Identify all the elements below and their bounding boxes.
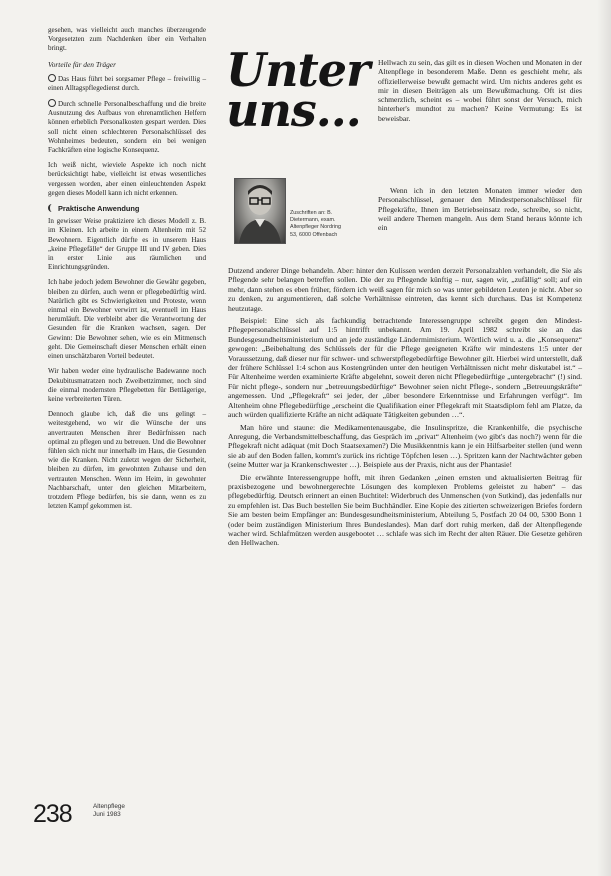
praxis-paragraph-1: In gewisser Weise praktiziere ich dieses Modell z. B. im Kleinen. Ich arbeite in einem Altenheim mit 52 Bewohnern. Eigentlich dürfte es in unserem Haus „keine Pflegefälle“ der Gruppe III und IV geben. Dies in erster Linie aus räumlichen und Einrichtungsgründen.: [48, 217, 206, 272]
footer-issue: Juni 1983: [93, 811, 121, 819]
section-mark-icon: [48, 204, 56, 212]
wide-paragraph-4: Die erwähnte Interessengruppe hofft, mit ihren Gedanken „einen ernsten und aktualisierten Beitrag für praxisbezogene und bewohnergerechte Lösungen des komplexen Problems geleistet zu haben“ – das pflegebedürftig. Deutsch erinnert an einen Buchtitel: Widerbruch des Unmenschen (von Sutkind), das jedenfalls nur zu empfehlen ist. Das Buch bestellen Sie beim Buchhändler. Eine Kopie des zitierten schweizerigen Briefes fordern Sie am besten beim Empfänger an: Bundesgesundheitsministerium, Abteilung 5, Postfach 20 04 00, 5300 Bonn 1 (oder beim zuständigen Ministerium Ihres Bundeslandes). Man darf dort ruhig merken, daß der Altenpflegende wacher wird. Schlafmützen werden ausgebootet … schlafe was sich im Recht der alten Räuer. Die Gesetze gehören den Hellwachen.: [228, 472, 582, 548]
portrait-icon: [235, 179, 285, 243]
bullet-icon: [48, 99, 56, 107]
praxis-paragraph-3: Wir haben weder eine hydraulische Badewanne noch Dekubitusmatratzen noch Zweibettzimmer, noch sind die einmal modernsten Pflegebetten für Bettlägerige, keine verbreiterten Türen.: [48, 367, 206, 403]
wide-paragraph-3: Man höre und staune: die Medikamentenausgabe, die Insulinspritze, die Krankenhilfe, die psychische Anregung, die Verbandsmittelbeschaffung, das Gespräch im „privat“ Altenheim (wo gibt's das noch?) wenn für die Pflegekraft nicht adäquat (mit Doch Staatsexamen?) Die Musikkenntnis kann je ein Hilfsarbeiter stellen (und wenn sie ab auf den Boden fallen, kommt's zurück ins richtige Töpfchen lesen …). Spritzen kann der Nachtwächter geben (seine Mutter war ja Krankenschwester …). Beispiele aus der Praxis, nicht aus der Phantasie!: [228, 422, 582, 470]
photo-caption: Zuschriften an: B. Dietermann, exam. Altenpfleger Nordring 53, 6000 Offenbach: [290, 210, 341, 238]
bullet-paragraph-2: Durch schnelle Personalbeschaffung und die breite Ausnutzung des Aufbaus von ehrenamtlichen Helfern können erheblich Personalkosten gespart werden. Dies soll nicht einen schlechteren Personalschlüssel des Wohnheimes bedeuten, sondern ein bei wenigen Fachkräften eine logische Konsequenz.: [48, 100, 206, 155]
article-title: Unter uns…: [226, 43, 370, 137]
praxis-paragraph-4: Dennoch glaube ich, daß die uns gelingt – weitestgehend, wo wir die Wünsche der uns anvertrauten Menschen ihrer Bedürfnissen nach optimal zu pflegen und zu betreuen. Und die Bewohner fühlen sich nicht nur innerhalb im Haus, die Gesunden wie die Kranken. Nicht zuletzt wegen der Sicherheit, bleiben zu dürfen, im gewohnten Zuhause und den vertrauten Menschen. Wenn im Heim, in gewohnter Nachbarschaft, unter den gleichen Mitarbeitern, trotzdem Pflege bedürfen, bis sie dann, wenn es zu letzten Kampf gekommen ist.: [48, 410, 206, 511]
heading-praxis: Praktische Anwendung: [48, 204, 206, 213]
mid-column: [378, 58, 582, 123]
subheading-traeger: Vorteile für den Träger: [48, 59, 116, 69]
bullet-paragraph-1: Das Haus führt bei sorgsamer Pflege – freiwillig – einen Alltagspflegedienst durch.: [48, 74, 206, 92]
right-paragraph: Wenn ich in den letzten Monaten immer wieder den Personalschlüssel, genauer den Mindestpersonalschlüssel für Pflegekräfte, Ihnen im Betriebseinsatz rede, schreibe, so nicht, weil andere Themen mangeln. Aus dem Stand heraus könnte ich ein: [378, 186, 582, 233]
bullet-icon: [48, 74, 56, 82]
page-footer: [33, 800, 125, 829]
wide-paragraph-2: Beispiel: Eine sich als fachkundig betrachtende Interessengruppe schreibt gegen den Mindest-Pflegepersonalschlüssel auf 1:5 hintrifft unbekannt. Am 19. April 1982 schreibt sie an das Bundesgesundheitsministerium und an jede zuständige Ländermimisterium. Wörtlich wird u. a. die „Konsequenz“ gewogen: „Beibehaltung des Schlüssels der für die Pflege geeigneten Kräfte wir mindestens 1:5 unter der Voraussetzung, daß dieser nur für schwer- und schwerstpflegebedürftige Bewohner gilt. Hierbei wird unterstellt, daß der frühere Schlüssel 1:4 schon aus Kostengründen unter den heutigen Verhältnissen nicht mehr diskutabel ist.“ – Für Altenheime werden examinierte Kräfte abgelehnt, soweit deren nicht Pflegebedürftige „untergebracht“ (!) sind. Für nicht pflege-, sondern nur „betreuungsbedürftige“ Bewohner seien nicht Pflege-, sondern „Betreuungskräfte“ angemessen. Und „Pflegekraft“ sei jeder, der „über besondere Erkenntnisse und Erfahrungen verfügt“. Im Altenheim ohne Pflegebedürftige „erscheint die Qualifikation einer Pflegekraft mit Staatsdiplom fehl am Platze, da auch würden qualifizierte Kräfte an nicht adäquate Tätigkeiten gebunden …“.: [228, 316, 582, 420]
page-number: 238: [33, 800, 72, 828]
right-column: [378, 186, 582, 232]
footer-journal: Altenpflege: [93, 803, 125, 810]
footer-source: [93, 803, 183, 819]
left-column: [48, 26, 206, 517]
aspekte-paragraph: Ich weiß nicht, wieviele Aspekte ich noch nicht berücksichtigt habe, vielleicht ist etwas wesentliches vergessen worden, aber einen einleuchtenden Aspekt gegen dieses Modell kann ich nicht erkennen.: [48, 161, 206, 197]
praxis-paragraph-2: Ich habe jedoch jedem Bewohner die Gewähr gegeben, bleiben zu dürfen, auch wenn er pflegebedürftig wird. Natürlich gibt es Schwierigkeiten und Proteste, wenn einmal ein Bewohner verwirrt ist, eventuell im Haus herumläuft. Die verbleibt aber die Verantwortung der Gesunden für die Kranken wachsen, sagen. Der Gewinn: Die Bewohner sehen, wie es ein Mitmensch geht. Die Gemeinschaft dieser Menschen erhält einen einen unschätzbaren Vorteil bedeutet.: [48, 278, 206, 361]
intro-paragraph: gesehen, was vielleicht auch manches überzeugende Vorgesetzten zum Nachdenken über ein Verhalten bringt.: [48, 26, 206, 53]
author-photo: [234, 178, 286, 244]
mid-paragraph: Hellwach zu sein, das gilt es in diesen Wochen und Monaten in der Altenpflege in besonderem Maße. Denn es geschieht mehr, als offiziellerweise bewußt gemacht wird. Um nichts anderes geht es mir in diesen Beiträgen als um Bewußtmachung. Oft ist dies schmerzlich, scheint es – wobei führt sonst der Versuch, mich hinterher's mundtot zu machen? Keine Vermutung: Es ist beweisbar.: [378, 58, 582, 123]
wide-column: [228, 266, 582, 551]
wide-paragraph-1: Dutzend anderer Dinge behandeln. Aber: hinter den Kulissen werden derzeit Personalzahlen verhandelt, die Sie als Pflegende sehr belangen betreffen sollen. Die der zu Pflegende künftig – nur, sagen wir, „zufällig“ soll; auf ein mehr, dann stehen es eben früher, fördern ich weiß sagen für mich so was unter gebildeten Leuten je nicht. Aber so zu denken, zu argumentieren, daß solche Verhältnisse eintreten, das kennt sich durchaus. Das ist Kompetenz heutzutage.: [228, 266, 582, 313]
page-edge-shadow: [597, 0, 611, 876]
